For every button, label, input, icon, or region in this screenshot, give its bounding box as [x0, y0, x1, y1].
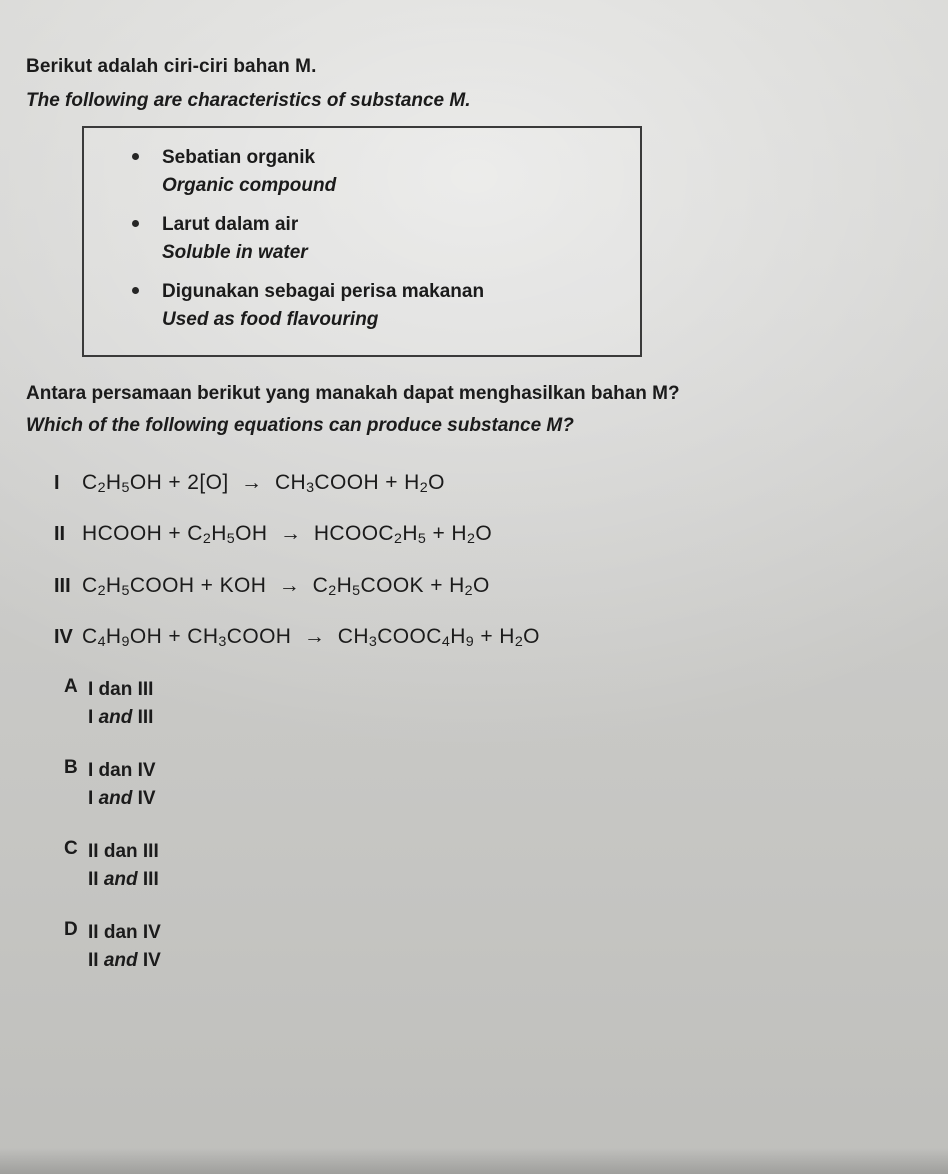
option-english-pre: I: [88, 707, 99, 729]
arrow-icon: →: [234, 471, 269, 495]
option-english-pre: I: [88, 788, 99, 810]
equation-products: $CH_3COOH + H_2O$: [274, 471, 445, 497]
equation-label: I: [54, 472, 60, 495]
option-malay: I dan III: [88, 678, 154, 700]
list-item: [102, 144, 622, 199]
option-english-pre: II: [88, 950, 104, 972]
option-english: [88, 866, 159, 895]
equation-reactants: HCOOH + $C_2H_5OH$: [82, 522, 268, 548]
equation-label: II: [54, 523, 66, 546]
option-c[interactable]: [26, 838, 918, 895]
option-english-post: IV: [137, 950, 161, 972]
option-english-conj: and: [103, 950, 138, 972]
option-d[interactable]: [26, 919, 918, 976]
list-item: [102, 211, 622, 266]
list-item: [102, 278, 622, 333]
equation-body: [82, 574, 490, 599]
characteristic-english: Used as food flavouring: [162, 308, 379, 330]
option-letter: B: [64, 756, 78, 778]
option-english-post: III: [132, 707, 154, 729]
option-malay: I dan IV: [88, 759, 156, 781]
equation-body: [82, 522, 492, 547]
characteristics-list: [102, 144, 622, 333]
option-english-conj: and: [98, 707, 133, 729]
option-texts: [88, 919, 161, 976]
equation-row: [26, 625, 918, 650]
equation-reactants: $C_4H_9OH$ + $CH_3COOH$: [82, 624, 292, 650]
equation-products: $C_2H_5COOK + H_2O$: [312, 573, 490, 599]
option-malay: II dan III: [88, 840, 159, 862]
characteristic-malay: Digunakan sebagai perisa makanan: [162, 281, 485, 303]
option-a[interactable]: [26, 676, 918, 733]
arrow-icon: →: [297, 624, 332, 648]
equation-products: $CH_3COOC_4H_9 + H_2O$: [337, 624, 540, 650]
option-english: [88, 704, 153, 733]
equation-label: III: [54, 574, 71, 597]
option-english: [88, 785, 156, 814]
characteristic-malay: Sebatian organik: [162, 147, 316, 168]
option-english: [88, 947, 161, 976]
option-texts: [88, 757, 156, 814]
equation-products: $HCOOC_2H_5 + H_2O$: [313, 522, 493, 548]
answer-options: [26, 676, 918, 976]
option-english-pre: II: [88, 869, 104, 891]
option-english-post: III: [137, 869, 159, 891]
equation-reactants: $C_2H_5OH + 2[O]$: [82, 471, 229, 497]
characteristic-malay: Larut dalam air: [162, 214, 299, 236]
equation-row: [26, 522, 918, 547]
option-english-conj: and: [98, 788, 133, 810]
option-letter: A: [64, 675, 78, 697]
stem-malay: Berikut adalah ciri-ciri bahan M.: [26, 56, 317, 77]
option-letter: C: [64, 837, 78, 859]
arrow-icon: →: [273, 522, 308, 546]
option-malay: II dan IV: [88, 921, 161, 943]
stem-english: The following are characteristics of substance M.: [26, 90, 471, 111]
equation-reactants: $C_2H_5COOH$ + KOH: [82, 573, 267, 599]
equation-body: [82, 471, 445, 496]
characteristics-box: [82, 126, 642, 357]
equation-label: IV: [54, 625, 73, 648]
question-malay: Antara persamaan berikut yang manakah dapat menghasilkan bahan M?: [26, 383, 680, 405]
option-english-post: IV: [132, 788, 156, 810]
option-b[interactable]: [26, 757, 918, 814]
equations-list: [26, 471, 918, 650]
equation-body: [82, 625, 540, 650]
option-texts: [88, 838, 159, 895]
equation-row: [26, 574, 918, 599]
arrow-icon: →: [272, 573, 307, 597]
option-letter: D: [64, 918, 78, 940]
question-english: Which of the following equations can produce substance M?: [26, 415, 574, 437]
characteristic-english: Organic compound: [162, 174, 337, 196]
equation-row: [26, 471, 918, 496]
characteristic-english: Soluble in water: [162, 241, 308, 263]
option-english-conj: and: [103, 869, 138, 891]
option-texts: [88, 676, 153, 733]
